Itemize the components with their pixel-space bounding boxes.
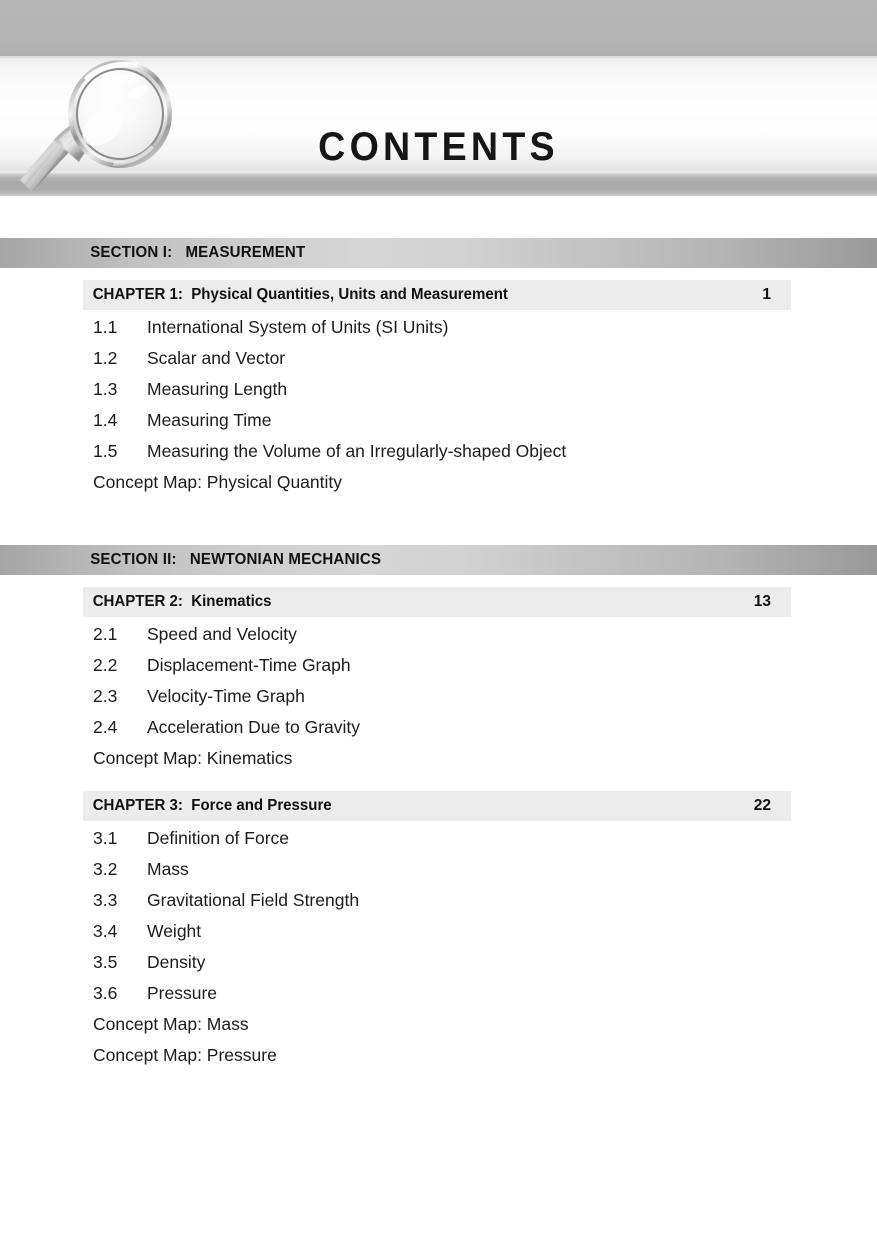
toc-extra-entry[interactable]: Concept Map: Pressure <box>93 1045 277 1065</box>
entry-title: Measuring Length <box>147 379 288 399</box>
entry-title: Speed and Velocity <box>147 624 297 644</box>
header-top-gray-band <box>0 0 877 56</box>
chapter-block-1 <box>0 280 877 503</box>
chapter-page-number: 1 <box>762 286 771 303</box>
section-header-1 <box>0 238 877 268</box>
toc-entry[interactable] <box>0 348 877 379</box>
chapter-header-2[interactable] <box>83 587 791 617</box>
entry-title: Mass <box>147 859 189 879</box>
toc-entry[interactable] <box>0 952 877 983</box>
chapter-page-number: 13 <box>753 593 771 610</box>
entry-number: 1.1 <box>93 317 118 337</box>
entry-number: 1.2 <box>93 348 118 368</box>
entry-number: 3.5 <box>93 952 118 972</box>
entry-title: Density <box>147 952 206 972</box>
chapter-title: CHAPTER 2: Kinematics <box>92 593 272 610</box>
toc-extra-entry[interactable]: Concept Map: Physical Quantity <box>93 472 343 492</box>
page-header-banner <box>0 0 877 196</box>
toc-entry[interactable] <box>0 686 877 717</box>
chapter-header-1[interactable] <box>83 280 791 310</box>
chapter-block-2 <box>0 587 877 779</box>
entry-title: Measuring Time <box>147 410 272 430</box>
entry-number: 2.4 <box>93 717 118 737</box>
toc-entry[interactable] <box>0 410 877 441</box>
entry-number: 3.6 <box>93 983 118 1003</box>
section-label: SECTION I: MEASUREMENT <box>90 244 306 261</box>
entry-number: 3.3 <box>93 890 118 910</box>
entry-title: Weight <box>147 921 202 941</box>
toc-entry[interactable] <box>0 890 877 921</box>
toc-entry[interactable] <box>0 983 877 1014</box>
toc-entry[interactable] <box>0 379 877 410</box>
toc-entry[interactable] <box>0 310 877 348</box>
chapter-title: CHAPTER 1: Physical Quantities, Units and Measurement <box>92 286 508 303</box>
entry-title: International System of Units (SI Units) <box>147 317 449 337</box>
entry-number: 3.1 <box>93 828 118 848</box>
entry-number: 1.4 <box>93 410 118 430</box>
entry-title: Displacement-Time Graph <box>147 655 351 675</box>
toc-entry[interactable] <box>0 921 877 952</box>
entry-title: Acceleration Due to Gravity <box>147 717 361 737</box>
entry-title: Velocity-Time Graph <box>147 686 305 706</box>
entry-number: 1.3 <box>93 379 118 399</box>
entry-number: 1.5 <box>93 441 118 461</box>
toc-entry[interactable] <box>0 617 877 655</box>
section-label: SECTION II: NEWTONIAN MECHANICS <box>90 551 382 568</box>
chapter-1-entries <box>0 310 877 503</box>
toc-entry[interactable] <box>0 717 877 748</box>
chapter-2-entries <box>0 617 877 779</box>
page-title: CONTENTS <box>318 125 559 169</box>
chapter-page-number: 22 <box>753 797 771 814</box>
entry-number: 3.2 <box>93 859 118 879</box>
toc-entry[interactable] <box>0 655 877 686</box>
entry-number: 2.3 <box>93 686 118 706</box>
toc-entry[interactable] <box>0 859 877 890</box>
entry-title: Measuring the Volume of an Irregularly-shaped Object <box>147 441 567 461</box>
chapter-3-entries <box>0 821 877 1076</box>
section-header-2 <box>0 545 877 575</box>
entry-title: Definition of Force <box>147 828 290 848</box>
entry-title: Pressure <box>147 983 218 1003</box>
entry-number: 2.1 <box>93 624 118 644</box>
toc-content <box>0 196 877 1076</box>
toc-entry[interactable] <box>0 441 877 472</box>
toc-extra-entry[interactable]: Concept Map: Mass <box>93 1014 249 1034</box>
entry-number: 3.4 <box>93 921 118 941</box>
entry-number: 2.2 <box>93 655 118 675</box>
toc-entry[interactable] <box>0 821 877 859</box>
toc-extra-entry[interactable]: Concept Map: Kinematics <box>93 748 293 768</box>
chapter-header-3[interactable] <box>83 791 791 821</box>
entry-title: Scalar and Vector <box>147 348 286 368</box>
chapter-block-3 <box>0 791 877 1076</box>
chapter-title: CHAPTER 3: Force and Pressure <box>92 797 332 814</box>
entry-title: Gravitational Field Strength <box>147 890 360 910</box>
